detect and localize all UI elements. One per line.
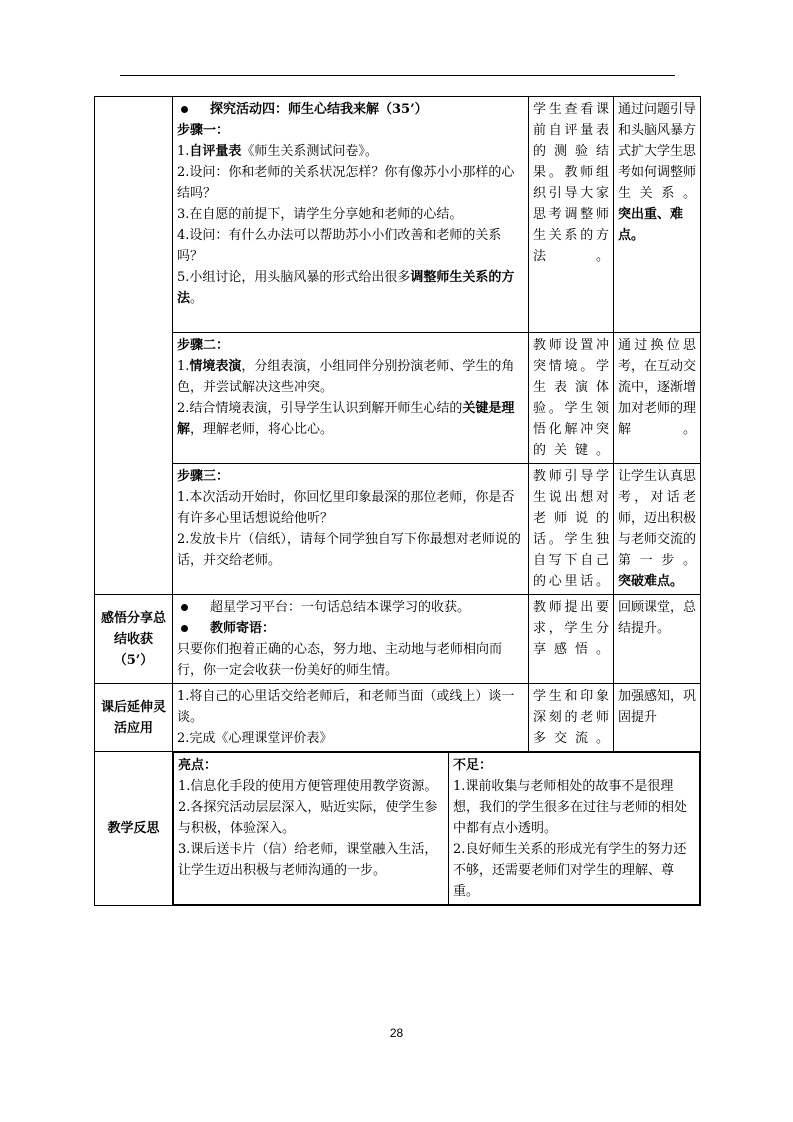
header-rule: [120, 75, 675, 76]
highlight-1: 1.信息化手段的使用方便管理使用教学资源。: [178, 779, 438, 794]
highlights-title: 亮点：: [178, 758, 218, 773]
step1-line4: 4.设问：有什么办法可以帮助苏小小们改善和老师的关系吗？: [177, 228, 502, 264]
activity4-step1-row: [95, 97, 701, 333]
step1-student-activity: 学生查看课前自评量表的测验结果。教师组织引导大家思考调整师生关系的方法。: [529, 97, 614, 333]
step1-line5-end: 。: [190, 291, 204, 306]
summary-bullet1-text: 超星学习平台：一句话总结本课学习的收获。: [210, 600, 471, 615]
summary-bullet1: [177, 597, 524, 618]
reflection-content: [173, 752, 701, 906]
step2-line2: [177, 398, 524, 440]
step3-intent-bold: 突破难点。: [618, 574, 684, 589]
reflection-shortcomings: [449, 753, 700, 905]
bullet-icon: [181, 604, 188, 611]
step1-line3: 3.在自愿的前提下，请学生分享她和老师的心结。: [177, 207, 463, 222]
extension-student-activity: 学生和印象深刻的老师多交流。: [529, 684, 614, 752]
summary-intent: 回顾课堂，总结提升。: [614, 595, 701, 684]
step2-intent: 通过换位思考，在互动交流中，逐渐增加对老师的理解。: [614, 333, 701, 464]
activity4-step1-content: [173, 97, 529, 333]
step2-line2-plain: 2.结合情境表演，引导学生认识到解开师生心结的: [177, 401, 463, 416]
step2-line2-end: ，理解老师，将心比心。: [190, 422, 334, 437]
step2-line1: [177, 356, 524, 398]
activity4-step2-content: [173, 333, 529, 464]
activity4-heading: [177, 99, 524, 120]
reflection-label: 教学反思: [95, 752, 173, 906]
step1-intent-bold: 突出重、难点。: [618, 207, 684, 243]
summary-bullet2: [177, 618, 524, 639]
activity4-label-cell: [95, 97, 173, 595]
step3-line2: 2.发放卡片（信纸），请每个同学独自写下你最想对老师说的话，并交给老师。: [177, 532, 521, 568]
extension-content: [173, 684, 529, 752]
step3-title: 步骤三：: [177, 469, 230, 484]
step1-line1-bold: 自评量表: [189, 144, 242, 159]
summary-content: [173, 595, 529, 684]
step1-intent-cell: [614, 97, 701, 333]
activity4-step3-content: [173, 464, 529, 595]
step1-line5-plain: 5.小组讨论，用头脑风暴的形式给出很多: [177, 270, 411, 285]
extension-line2: 2.完成《心理课堂评价表》: [177, 731, 333, 746]
bullet-icon: [181, 625, 188, 632]
step2-student-activity: 教师设置冲突情境。学生表演体验。学生领悟化解冲突的关键。: [529, 333, 614, 464]
reflection-highlights: [174, 753, 449, 905]
step2-title: 步骤二：: [177, 338, 230, 353]
step1-line1-rest: 《师生关系测试问卷》。: [241, 144, 378, 159]
step3-line1: 1.本次活动开始时，你回忆里印象最深的那位老师，你是否有许多心里话想说给他听？: [177, 490, 515, 526]
shortcoming-2: 2.良好师生关系的形成光有学生的努力还不够，还需要老师们对学生的理解、尊重。: [453, 842, 687, 899]
lesson-plan-table: [94, 96, 701, 906]
highlight-3: 3.课后送卡片（信）给老师，课堂融入生活，让学生迈出积极与老师沟通的一步。: [178, 842, 438, 878]
extension-label: 课后延伸灵活应用: [95, 684, 173, 752]
activity4-heading-text: 探究活动四：师生心结我来解（35’）: [210, 102, 428, 117]
step1-line1: [177, 141, 524, 162]
step1-line5: [177, 267, 524, 309]
step1-line2: 2.设问：你和老师的关系状况怎样？你有像苏小小那样的心结吗？: [177, 165, 515, 201]
shortcoming-1: 1.课前收集与老师相处的故事不是很理想，我们的学生很多在过往与老师的相处中都有点小透明。: [453, 779, 688, 836]
summary-label: 感悟分享总结收获（5’）: [95, 595, 173, 684]
step2-line1-rest: ，分组表演，小组同伴分别扮演老师、学生的角色，并尝试解决这些冲突。: [177, 359, 515, 395]
activity4-step2-row: [95, 333, 701, 464]
step3-intent: 让学生认真思考，对话老师，迈出积极与老师交流的第一步。: [618, 469, 697, 568]
step1-line5-bold: 调整师生关系的方法: [177, 270, 515, 306]
reflection-row: [95, 752, 701, 906]
summary-bullet2-text: 教师寄语：: [210, 621, 276, 636]
step1-title: 步骤一：: [177, 123, 230, 138]
summary-text: 只要你们抱着正确的心态，努力地、主动地与老师相向而行，你一定会收获一份美好的师生情。: [177, 642, 503, 678]
summary-row: [95, 595, 701, 684]
page-number: 28: [389, 1026, 404, 1040]
step2-line1-bold: 情境表演: [189, 359, 242, 374]
shortcomings-title: 不足：: [453, 758, 493, 773]
step2-line1-prefix: 1.: [177, 359, 190, 374]
summary-student-activity: 教师提出要求，学生分享感悟。: [529, 595, 614, 684]
step2-line2-bold: 关键是理解: [177, 401, 515, 437]
extension-intent: 加强感知，巩固提升: [614, 684, 701, 752]
step3-intent-cell: [614, 464, 701, 595]
step3-student-activity: 教师引导学生说出想对老师说的话。学生独自写下自己的心里话。: [529, 464, 614, 595]
highlight-2: 2.各探究活动层层深入，贴近实际，使学生参与积极，体验深入。: [178, 800, 438, 836]
activity4-step3-row: [95, 464, 701, 595]
step1-intent: 通过问题引导和头脑风暴方式扩大学生思考如何调整师生关系。: [618, 102, 697, 201]
extension-row: [95, 684, 701, 752]
reflection-split: [173, 752, 700, 905]
bullet-icon: [181, 106, 188, 113]
step1-line1-prefix: 1.: [177, 144, 190, 159]
extension-line1: 1.将自己的心里话交给老师后，和老师当面（或线上）谈一谈。: [177, 689, 515, 725]
